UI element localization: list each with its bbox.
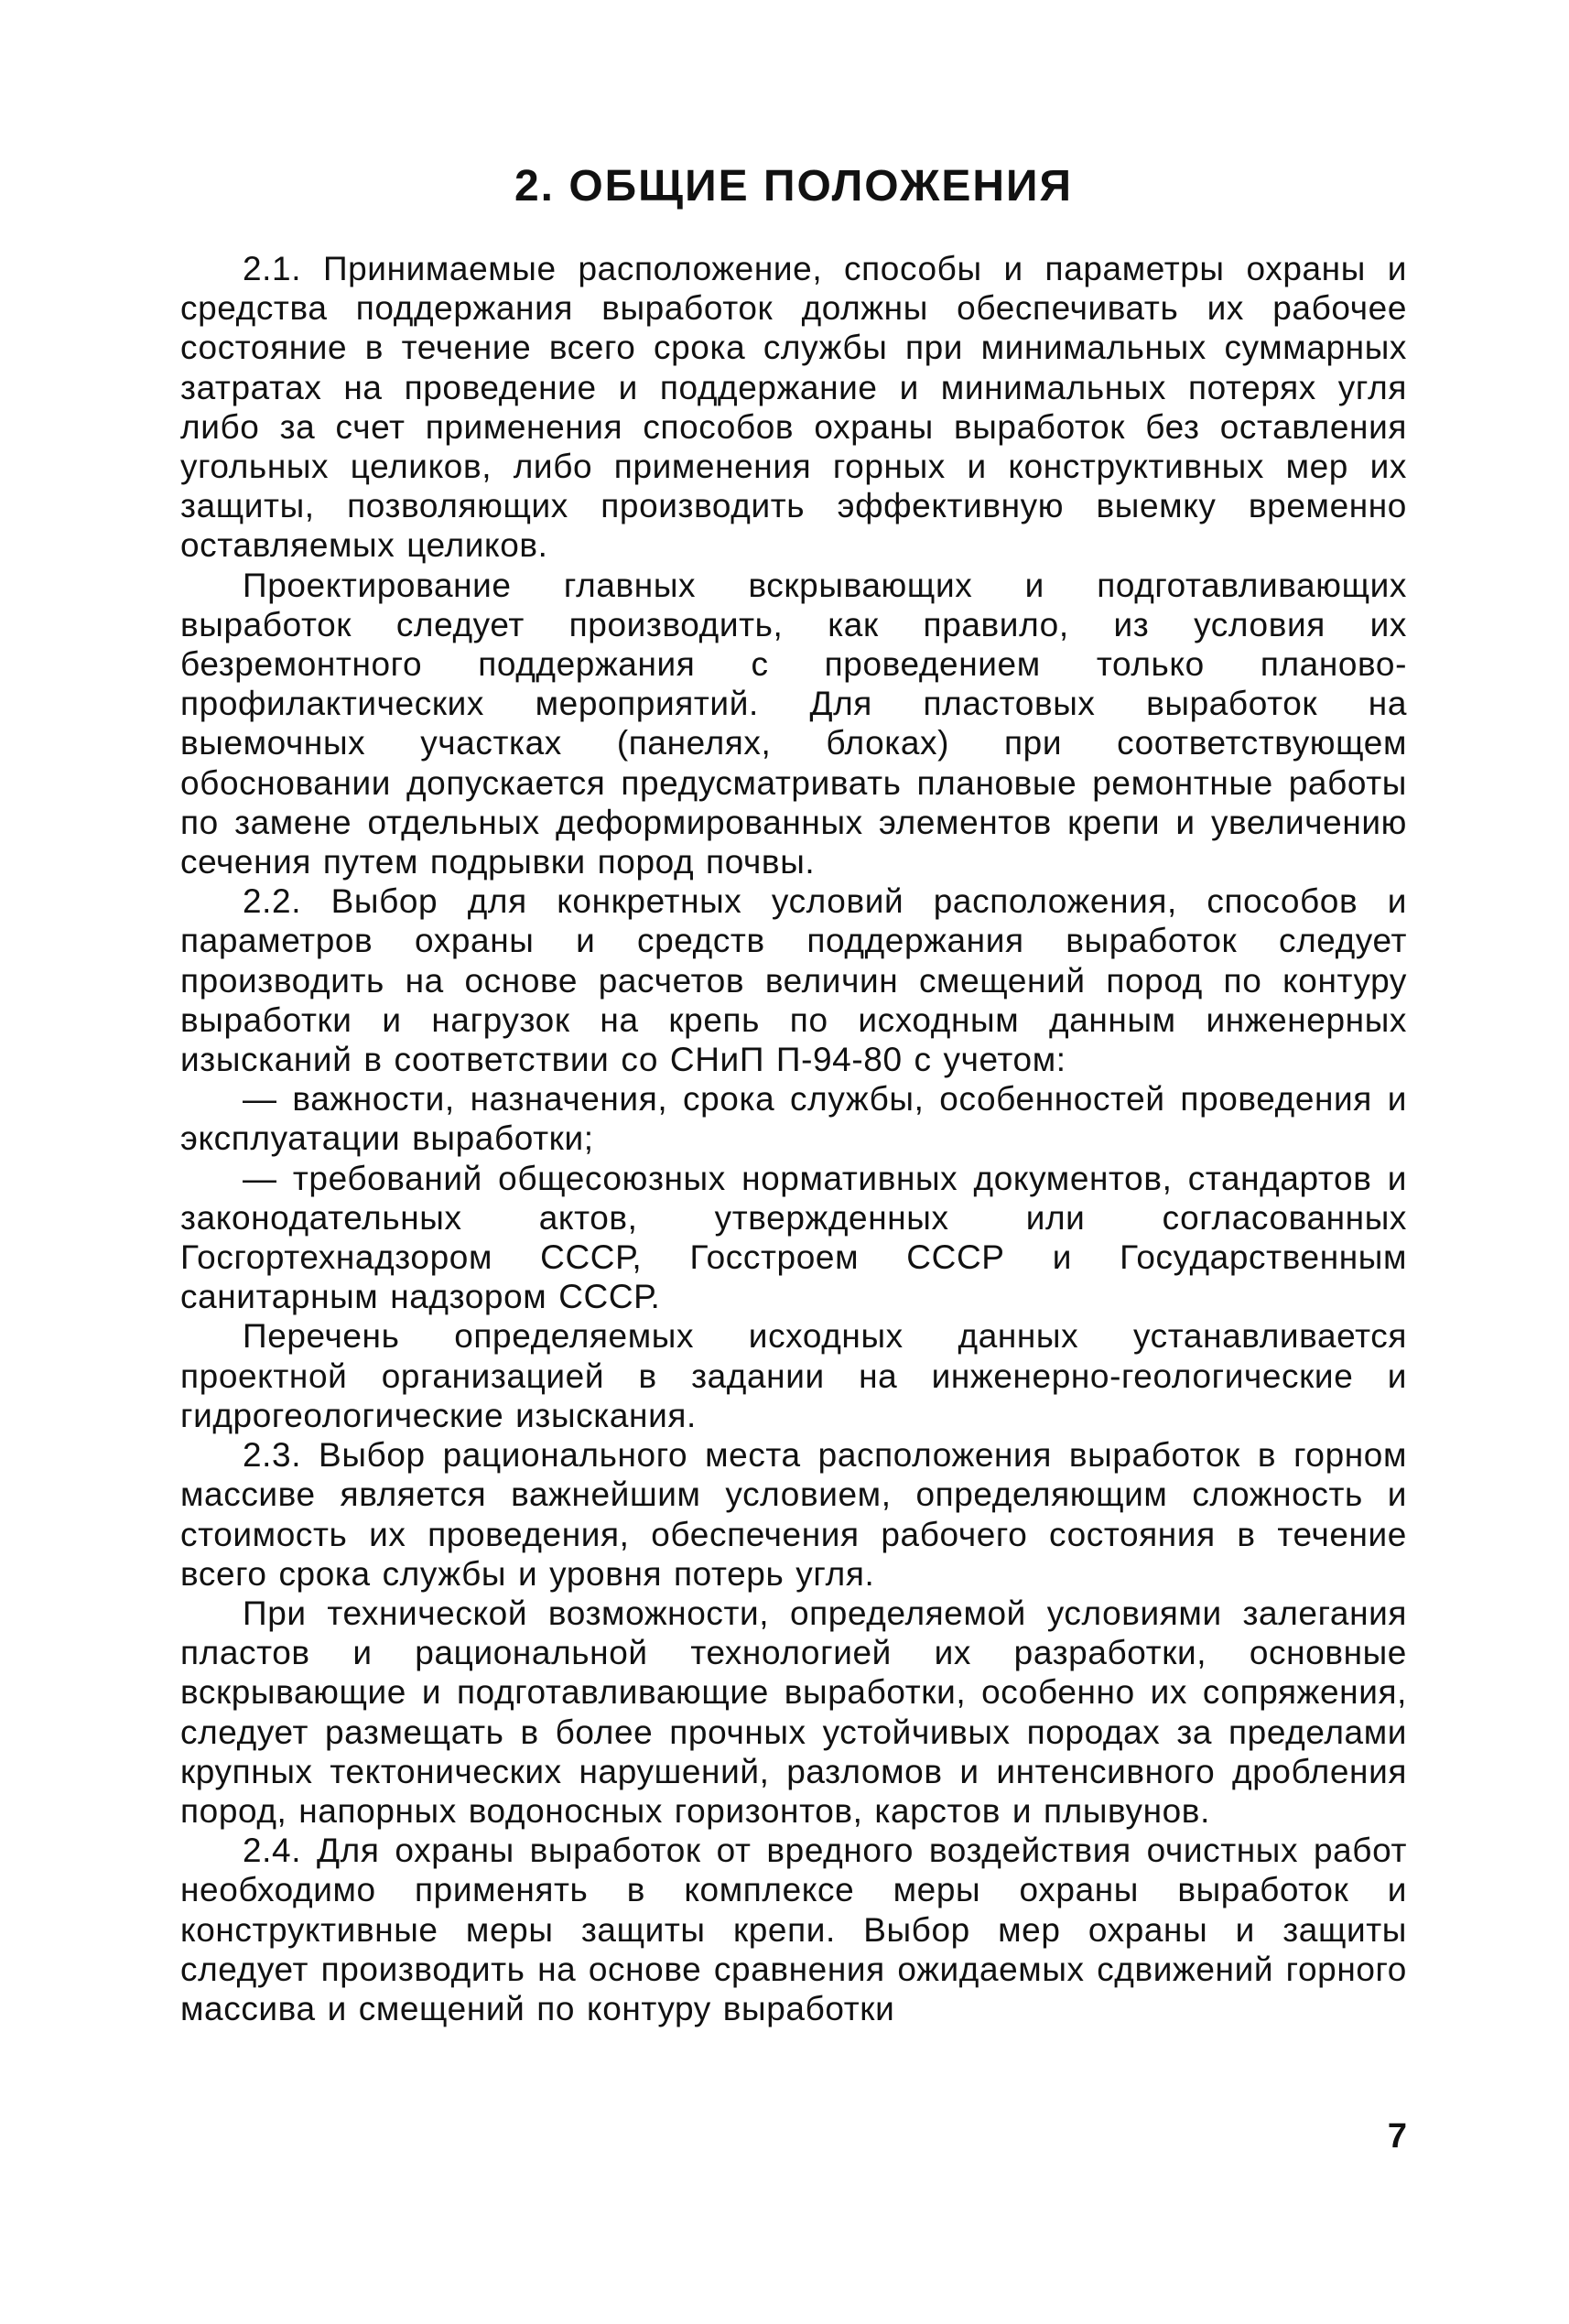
document-page: [180, 0, 1407, 2324]
section-title: 2. ОБЩИЕ ПОЛОЖЕНИЯ: [514, 162, 1074, 211]
paragraph-2-1: 2.1. Принимаемые расположение, способы и параметры охраны и средства поддержания выработок должны обеспечивать их рабочее состояние в течение всего срока службы при минимальных суммарных затратах на проведение и поддержание и минимальных потерях угля либо за счет применения способов охраны выработок без оставления угольных целиков, либо применения горных и конструктивных мер их защиты, позволяющих производить эффективную выемку временно оставляемых целиков.: [180, 250, 1407, 565]
page-number: 7: [1387, 2117, 1407, 2156]
paragraph-2-3: 2.3. Выбор рационального места расположения выработок в горном массиве является важнейшим условием, определяющим сложность и стоимость их проведения, обеспечения рабочего состояния в течение всего срока службы и уровня потерь угля.: [180, 1436, 1407, 1593]
paragraph-placement: При технической возможности, определяемой условиями залегания пластов и рациональной технологией их разработки, основные вскрывающие и подготавливающие выработки, особенно их сопряжения, следует размещать в более прочных устойчивых породах за пределами крупных тектонических нарушений, разломов и интенсивного дробления пород, напорных водоносных горизонтов, карстов и плывунов.: [180, 1594, 1407, 1830]
paragraph-design: Проектирование главных вскрывающих и подготавливающих выработок следует производить, как правило, из условия их безремонтного поддержания с проведением только планово-профилактических мероприятий. Для пластовых выработок на выемочных участках (панелях, блоках) при соответствующем обосновании допускается предусматривать плановые ремонтные работы по замене отдельных деформированных элементов крепи и увеличению сечения путем подрывки пород почвы.: [180, 566, 1407, 881]
paragraph-2-4: 2.4. Для охраны выработок от вредного воздействия очистных работ необходимо применять в комплексе меры охраны выработок и конструктивные меры защиты крепи. Выбор мер охраны и защиты следует производить на основе сравнения ожидаемых сдвижений горного массива и смещений по контуру выработки: [180, 1832, 1407, 2027]
paragraph-2-2: 2.2. Выбор для конкретных условий расположения, способов и параметров охраны и средств поддержания выработок следует производить на основе расчетов величин смещений пород по контуру выработки и нагрузок на крепь по исходным данным инженерных изысканий в соответствии со СНиП П-94-80 с учетом:: [180, 882, 1407, 1079]
list-item-importance: — важности, назначения, срока службы, особенностей проведения и эксплуатации выработки;: [180, 1080, 1407, 1158]
list-item-requirements: — требований общесоюзных нормативных документов, стандартов и законодательных актов, утвержденных или согласованных Госгортехнадзором СССР, Госстроем СССР и Государственным санитарным надзором СССР.: [180, 1159, 1407, 1316]
paragraph-source-data: Перечень определяемых исходных данных устанавливается проектной организацией в задании на инженерно-геологические и гидрогеологические изыскания.: [180, 1317, 1407, 1434]
body-text: [180, 249, 1407, 2028]
